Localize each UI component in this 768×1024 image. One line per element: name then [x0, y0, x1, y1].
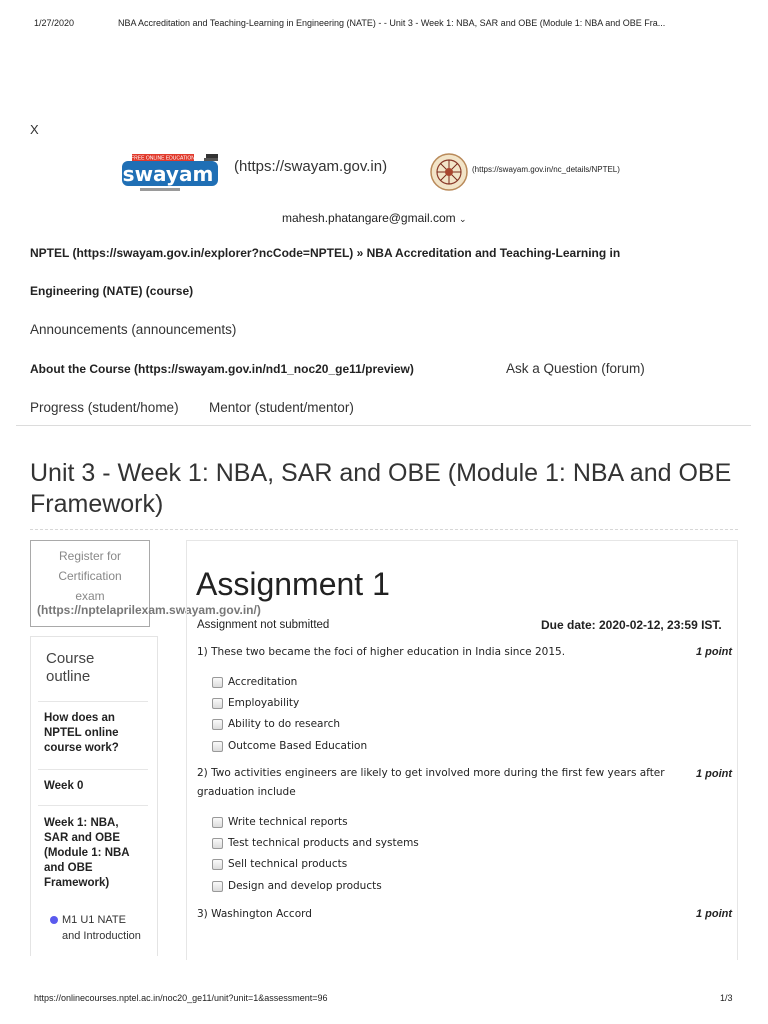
q1-option-1[interactable]: Accreditation [212, 674, 297, 690]
nav-ask-question[interactable]: Ask a Question (forum) [506, 361, 645, 376]
nav-progress[interactable]: Progress (student/home) [30, 400, 179, 415]
q1-option-4[interactable]: Outcome Based Education [212, 738, 367, 754]
title-divider [30, 529, 738, 530]
page-title: Unit 3 - Week 1: NBA, SAR and OBE (Module 1: NBA and OBE Framework) [30, 459, 732, 518]
swayam-logo[interactable] [120, 152, 232, 194]
nav-announcements[interactable]: Announcements (announcements) [30, 322, 237, 337]
checkbox[interactable] [212, 741, 223, 752]
q2-option-4[interactable]: Design and develop products [212, 878, 382, 894]
close-button[interactable]: X [30, 122, 39, 137]
q2-option-3[interactable]: Sell technical products [212, 856, 347, 872]
question-3-text: 3) Washington Accord [197, 908, 312, 920]
register-label-2: Certification [58, 569, 122, 583]
checkbox[interactable] [212, 859, 223, 870]
nav-about-course[interactable]: About the Course (https://swayam.gov.in/nd1_noc20_ge11/preview) [30, 362, 414, 376]
q2-option-1[interactable]: Write technical reports [212, 814, 348, 830]
outline-item-week-1[interactable]: Week 1: NBA, SAR and OBE (Module 1: NBA and OBE Framework) [44, 817, 130, 889]
due-date: Due date: 2020-02-12, 23:59 IST. [541, 618, 722, 632]
nptel-link[interactable]: (https://swayam.gov.in/nc_details/NPTEL) [472, 165, 620, 174]
checkbox[interactable] [212, 817, 223, 828]
header-divider [16, 425, 751, 426]
swayam-tagline: FREE ONLINE EDUCATION [131, 155, 195, 162]
question-3-points: 1 point [696, 908, 733, 920]
question-2-text: 2) Two activities engineers are likely to get involved more during the first few years after graduation include [197, 767, 665, 798]
bullet-icon [50, 916, 58, 924]
checkbox[interactable] [212, 881, 223, 892]
breadcrumb[interactable]: NPTEL (https://swayam.gov.in/explorer?ncCode=NPTEL) » NBA Accreditation and Teaching-Learning in [30, 246, 621, 260]
nav-mentor[interactable]: Mentor (student/mentor) [209, 400, 354, 415]
nptel-logo[interactable] [430, 152, 468, 192]
question-1-text: 1) These two became the foci of higher education in India since 2015. [197, 646, 566, 658]
print-title: NBA Accreditation and Teaching-Learning in Engineering (NATE) - - Unit 3 - Week 1: NBA, SAR and OBE (Module 1: NBA and OBE Fra... [118, 18, 666, 28]
checkbox[interactable] [212, 719, 223, 730]
outline-divider [38, 769, 148, 770]
checkbox[interactable] [212, 677, 223, 688]
checkbox[interactable] [212, 838, 223, 849]
register-label-1: Register for [58, 549, 122, 563]
question-2-points: 1 point [696, 768, 733, 780]
swayam-link[interactable]: (https://swayam.gov.in) [234, 158, 388, 175]
register-url[interactable]: (https://nptelaprilexam.swayam.gov.in/) [37, 603, 261, 617]
q2-option-2[interactable]: Test technical products and systems [212, 835, 419, 851]
q1-option-2[interactable]: Employability [212, 695, 299, 711]
question-1-points: 1 point [696, 646, 733, 658]
assignment-title: Assignment 1 [196, 566, 390, 602]
breadcrumb-course[interactable]: Engineering (NATE) (course) [30, 284, 194, 298]
q1-option-3[interactable]: Ability to do research [212, 716, 340, 732]
print-url: https://onlinecourses.nptel.ac.in/noc20_ge11/unit?unit=1&assessment=96 [34, 993, 328, 1003]
swayam-word: swayam [122, 162, 214, 186]
user-email: mahesh.phatangare@gmail.com [282, 211, 456, 225]
print-date: 1/27/2020 [34, 18, 75, 28]
course-outline-title: Course outline [46, 650, 95, 685]
outline-subitem-m1-u1[interactable]: M1 U1 NATE and Introduction [62, 914, 141, 942]
user-menu[interactable] [282, 211, 467, 225]
outline-item-how-it-works[interactable]: How does an NPTEL online course work? [44, 712, 119, 754]
submission-status: Assignment not submitted [197, 619, 330, 631]
print-page-number: 1/3 [720, 993, 733, 1003]
outline-item-week-0[interactable]: Week 0 [44, 780, 84, 792]
outline-divider [38, 701, 148, 702]
chevron-down-icon: ⌄ [458, 214, 467, 224]
checkbox[interactable] [212, 698, 223, 709]
outline-divider [38, 805, 148, 806]
register-label-3: exam [75, 589, 105, 603]
